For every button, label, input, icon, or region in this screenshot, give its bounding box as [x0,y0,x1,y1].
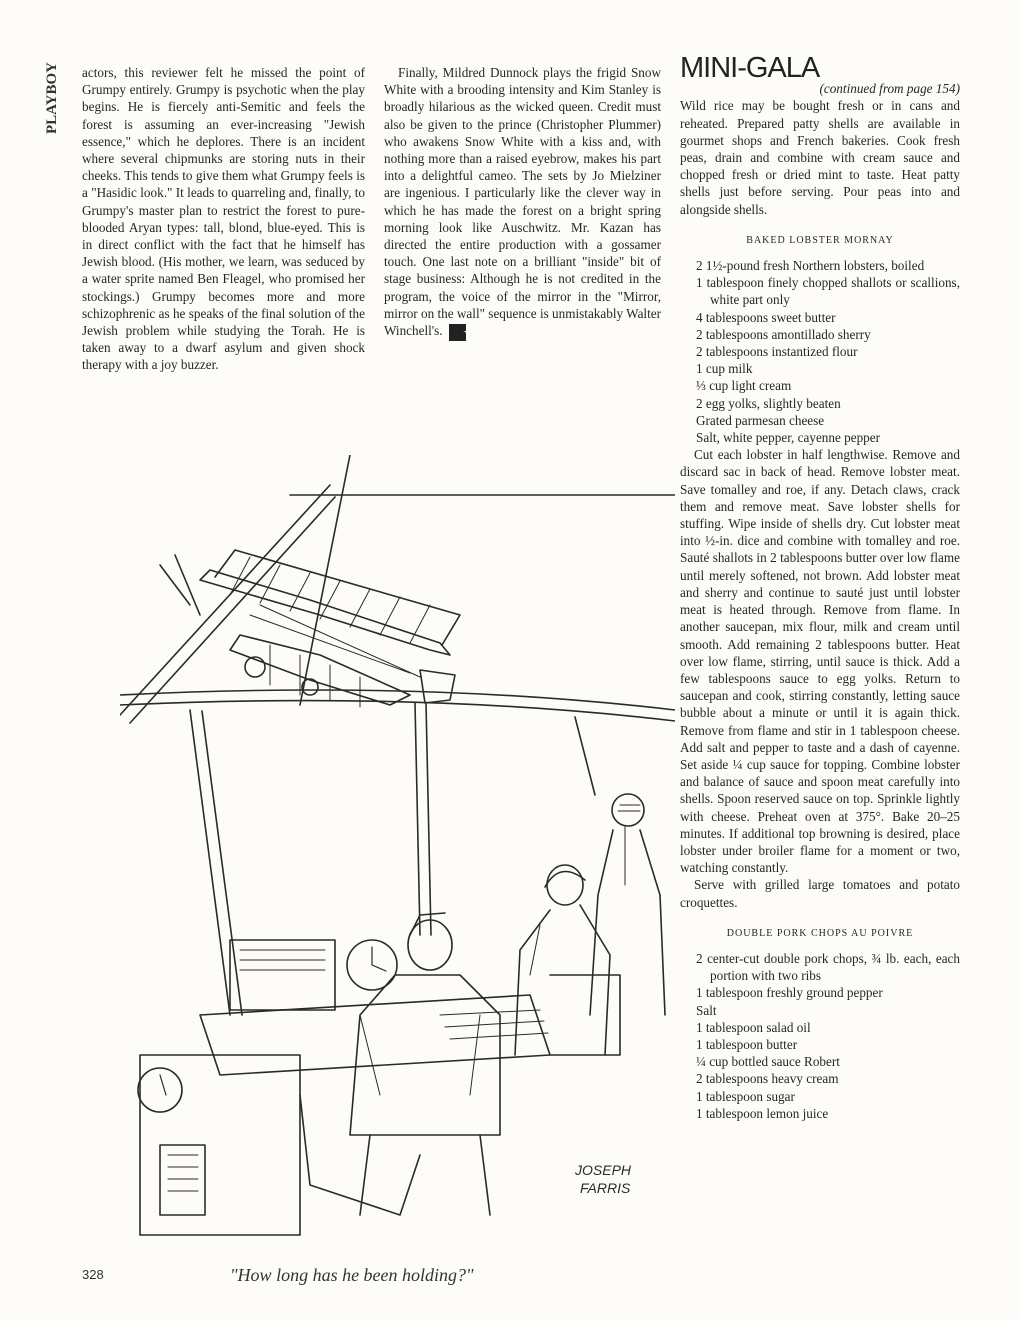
continued-note: (continued from page 154) [819,81,960,97]
control-console-drawing [138,940,620,1235]
review-column-1 [82,64,365,374]
ingredient-item: 2 tablespoons instantized flour [696,344,858,360]
biplane-drawing [160,550,460,707]
ingredient-item: 1 tablespoon sugar [696,1088,795,1104]
cartoonist-signature-line1: JOSEPH [575,1162,632,1178]
ingredient-item: 2 tablespoons heavy cream [696,1071,839,1087]
standing-man-drawing [590,794,665,1015]
ingredient-item: 1 tablespoon butter [696,1036,798,1052]
cartoon-caption: "How long has he been holding?" [230,1265,474,1285]
ingredient-item: 1 cup milk [696,361,753,377]
ingredient-item: 2 1½-pound fresh Northern lobsters, boiled [696,258,925,274]
magazine-side-label: PLAYBOY [44,62,60,134]
ingredient-list [680,257,960,446]
page-number: 328 [82,1267,104,1282]
ingredient-item: 2 center-cut double pork chops, ¾ lb. each, each portion with two ribs [696,950,960,984]
rabbit-end-mark-icon: ✦ [449,324,466,341]
intro-paragraph: Wild rice may be bought fresh or in cans and reheated. Prepared patty shells are available in gourmet shops and French bakeries. Cook fresh peas, drain and combine with cream sauce and chopped fresh or dried mint to taste. Heat patty shells just before serving. Pour peas into and alongside shells. [680,98,960,217]
ingredient-item: 1 tablespoon lemon juice [696,1105,829,1121]
ingredient-item: Salt, white pepper, cayenne pepper [696,430,881,446]
serve-paragraph: Serve with grilled large tomatoes and potato croquettes. [680,877,960,910]
ingredient-item: ¼ cup bottled sauce Robert [696,1054,840,1070]
ingredient-list [680,950,960,1122]
review-paragraph: actors, this reviewer felt he missed the point of Grumpy entirely. Grumpy is psychotic when the play begins. He is fiercely anti-Semitic and feels the forest is assuming an ever-increasing "Jewish essence," which he deplores. There is an incident where several chipmunks are storing nuts in their cheeks. This tends to give them what Grumpy feels is a "Hasidic look." It leads to quarreling and, finally, to Grumpy's master plan to restrict the forest to pure-blooded Aryan types: tall, blond, blue-eyed. This is in direct conflict with the fact that he himself has Jewish blood. (His mother, we learn, was seduced by a water sprite named Ben Fleagel, who promised her stockings.) Grumpy becomes more and more schizophrenic as he speaks of the final solution of the Jewish problem while studying the Torah. He is taken away to a dwarf asylum and given shock therapy with a joy buzzer. [82,65,365,373]
article-title: MINI-GALA [680,52,820,84]
cartoonist-signature-line2: FARRIS [580,1180,631,1196]
method-paragraph: Cut each lobster in half lengthwise. Remove and discard sac in back of head. Remove lobster meat. Save tomalley and roe, if any. Detach claws, crack them and remove meat. Save lobster shells for stuffing. Wipe inside of shells dry. Cut lobster meat into ½-in. dice and combine with tomalley and roe. Sauté shallots in 2 tablespoons butter over low flame until merely softened, not brown. Add lobster meat and sherry and continue to sauté just until lobster meat is heated through. Remove from flame. In another saucepan, mix flour, milk and cream until smooth. Add remaining 2 tablespoons butter. Heat over low flame, stirring, until sauce is thick. Add a few tablespoons sauce to egg yolks. Return to saucepan and cook, stirring constantly, letting sauce bubble about a minute or until it is again thick. Remove from flame and stir in 1 tablespoon cheese. Add salt and pepper to taste and a dash of cayenne. Set aside ¼ cup sauce for topping. Combine lobster and balance of sauce and spoon meat carefully into shells. Spoon reserved sauce on top. Sprinkle lightly with cheese. Preheat oven at 375°. Bake 20–25 minutes. If additional top browning is desired, place lobster under broiler flame for a moment or two, watching constantly. [680,447,960,876]
ingredient-item: 4 tablespoons sweet butter [696,309,836,325]
cartoon-illustration [120,455,675,1255]
review-paragraph [384,64,661,341]
recipe-heading: DOUBLE PORK CHOPS AU POIVRE [726,927,914,939]
ingredient-item: Salt [696,1002,717,1018]
seated-controller-drawing [515,865,610,1055]
recipe-heading: BAKED LOBSTER MORNAY [746,234,894,246]
review-column-2 [384,64,661,341]
ingredient-item: 2 egg yolks, slightly beaten [696,395,841,411]
ingredient-item: ⅓ cup light cream [696,378,792,394]
mini-gala-column [680,52,960,1122]
ingredient-item: 2 tablespoons amontillado sherry [696,326,871,342]
ingredient-item: 1 tablespoon salad oil [696,1019,811,1035]
review-text: Finally, Mildred Dunnock plays the frigid Snow White with a brooding intensity and Kim Stanley is broadly hilarious as the wicked queen. Credit must also be given to the prince (Christopher Plummer) who awakens Snow White with a kiss and, with nothing more than a raised eyebrow, makes his part into a delightful cameo. The sets by Jo Mielziner are ingenious. I particularly like the clever way in which he has made the forest on a bright spring morning look like Auschwitz. Mr. Kazan has directed the entire production with a gossamer touch. One last note on a brilliant "inside" bit of stage business: Although he is not credited in the program, the voice of the mirror in the "Mirror, mirror on the wall" sequence is unmistakably Walter Winchell's. [384,65,661,339]
ingredient-item: 1 tablespoon finely chopped shallots or scallions, white part only [696,275,960,308]
ingredient-item: Grated parmesan cheese [696,412,825,428]
ingredient-item: 1 tablespoon freshly ground pepper [696,985,883,1001]
